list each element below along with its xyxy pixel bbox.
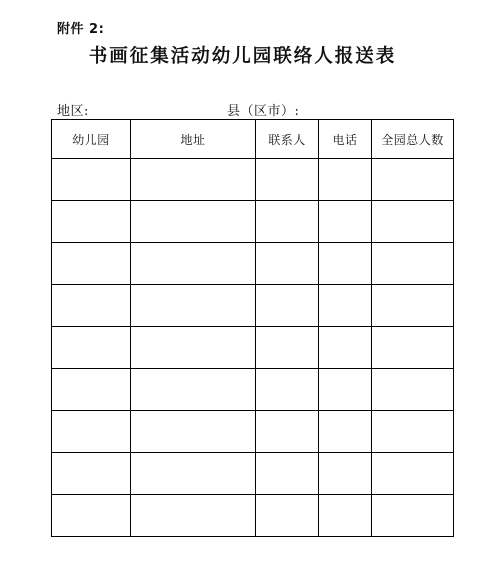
column-header-phone: 电话 [319, 120, 372, 159]
attachment-label: 附件 2: [57, 22, 105, 37]
contact-person-cell[interactable] [256, 285, 319, 327]
phone-cell[interactable] [319, 201, 372, 243]
contact-person-cell[interactable] [256, 201, 319, 243]
county-field-label: 县（区市）: [227, 104, 300, 119]
contact-person-cell[interactable] [256, 369, 319, 411]
address-cell[interactable] [131, 243, 256, 285]
address-cell[interactable] [131, 495, 256, 537]
contact-person-cell[interactable] [256, 495, 319, 537]
address-cell[interactable] [131, 159, 256, 201]
phone-cell[interactable] [319, 369, 372, 411]
kindergarten-cell[interactable] [52, 201, 131, 243]
column-header-contact-person: 联系人 [256, 120, 319, 159]
kindergarten-cell[interactable] [52, 453, 131, 495]
address-cell[interactable] [131, 201, 256, 243]
total-students-cell[interactable] [372, 369, 454, 411]
total-students-cell[interactable] [372, 285, 454, 327]
table-body [52, 159, 454, 537]
kindergarten-cell[interactable] [52, 243, 131, 285]
total-students-cell[interactable] [372, 327, 454, 369]
phone-cell[interactable] [319, 285, 372, 327]
kindergarten-cell[interactable] [52, 411, 131, 453]
column-header-total-students: 全园总人数 [372, 120, 454, 159]
phone-cell[interactable] [319, 243, 372, 285]
table-row [52, 411, 454, 453]
address-cell[interactable] [131, 285, 256, 327]
kindergarten-cell[interactable] [52, 285, 131, 327]
column-header-kindergarten: 幼儿园 [52, 120, 131, 159]
phone-cell[interactable] [319, 453, 372, 495]
address-cell[interactable] [131, 369, 256, 411]
total-students-cell[interactable] [372, 159, 454, 201]
contact-person-cell[interactable] [256, 327, 319, 369]
table-row [52, 495, 454, 537]
contact-person-cell[interactable] [256, 411, 319, 453]
total-students-cell[interactable] [372, 243, 454, 285]
table-row [52, 285, 454, 327]
table-header-row [52, 120, 454, 159]
kindergarten-cell[interactable] [52, 327, 131, 369]
phone-cell[interactable] [319, 159, 372, 201]
phone-cell[interactable] [319, 327, 372, 369]
table-row [52, 453, 454, 495]
address-cell[interactable] [131, 411, 256, 453]
table-row [52, 201, 454, 243]
phone-cell[interactable] [319, 495, 372, 537]
form-title: 书画征集活动幼儿园联络人报送表 [88, 46, 397, 67]
kindergarten-cell[interactable] [52, 495, 131, 537]
total-students-cell[interactable] [372, 201, 454, 243]
phone-cell[interactable] [319, 411, 372, 453]
table-row [52, 243, 454, 285]
contact-person-cell[interactable] [256, 159, 319, 201]
total-students-cell[interactable] [372, 495, 454, 537]
region-field-label: 地区: [57, 104, 89, 119]
address-cell[interactable] [131, 453, 256, 495]
contact-person-cell[interactable] [256, 243, 319, 285]
kindergarten-cell[interactable] [52, 369, 131, 411]
contact-person-cell[interactable] [256, 453, 319, 495]
table-row [52, 369, 454, 411]
table-row [52, 159, 454, 201]
kindergarten-cell[interactable] [52, 159, 131, 201]
total-students-cell[interactable] [372, 453, 454, 495]
column-header-address: 地址 [131, 120, 256, 159]
total-students-cell[interactable] [372, 411, 454, 453]
table-row [52, 327, 454, 369]
address-cell[interactable] [131, 327, 256, 369]
contact-table [51, 119, 454, 537]
